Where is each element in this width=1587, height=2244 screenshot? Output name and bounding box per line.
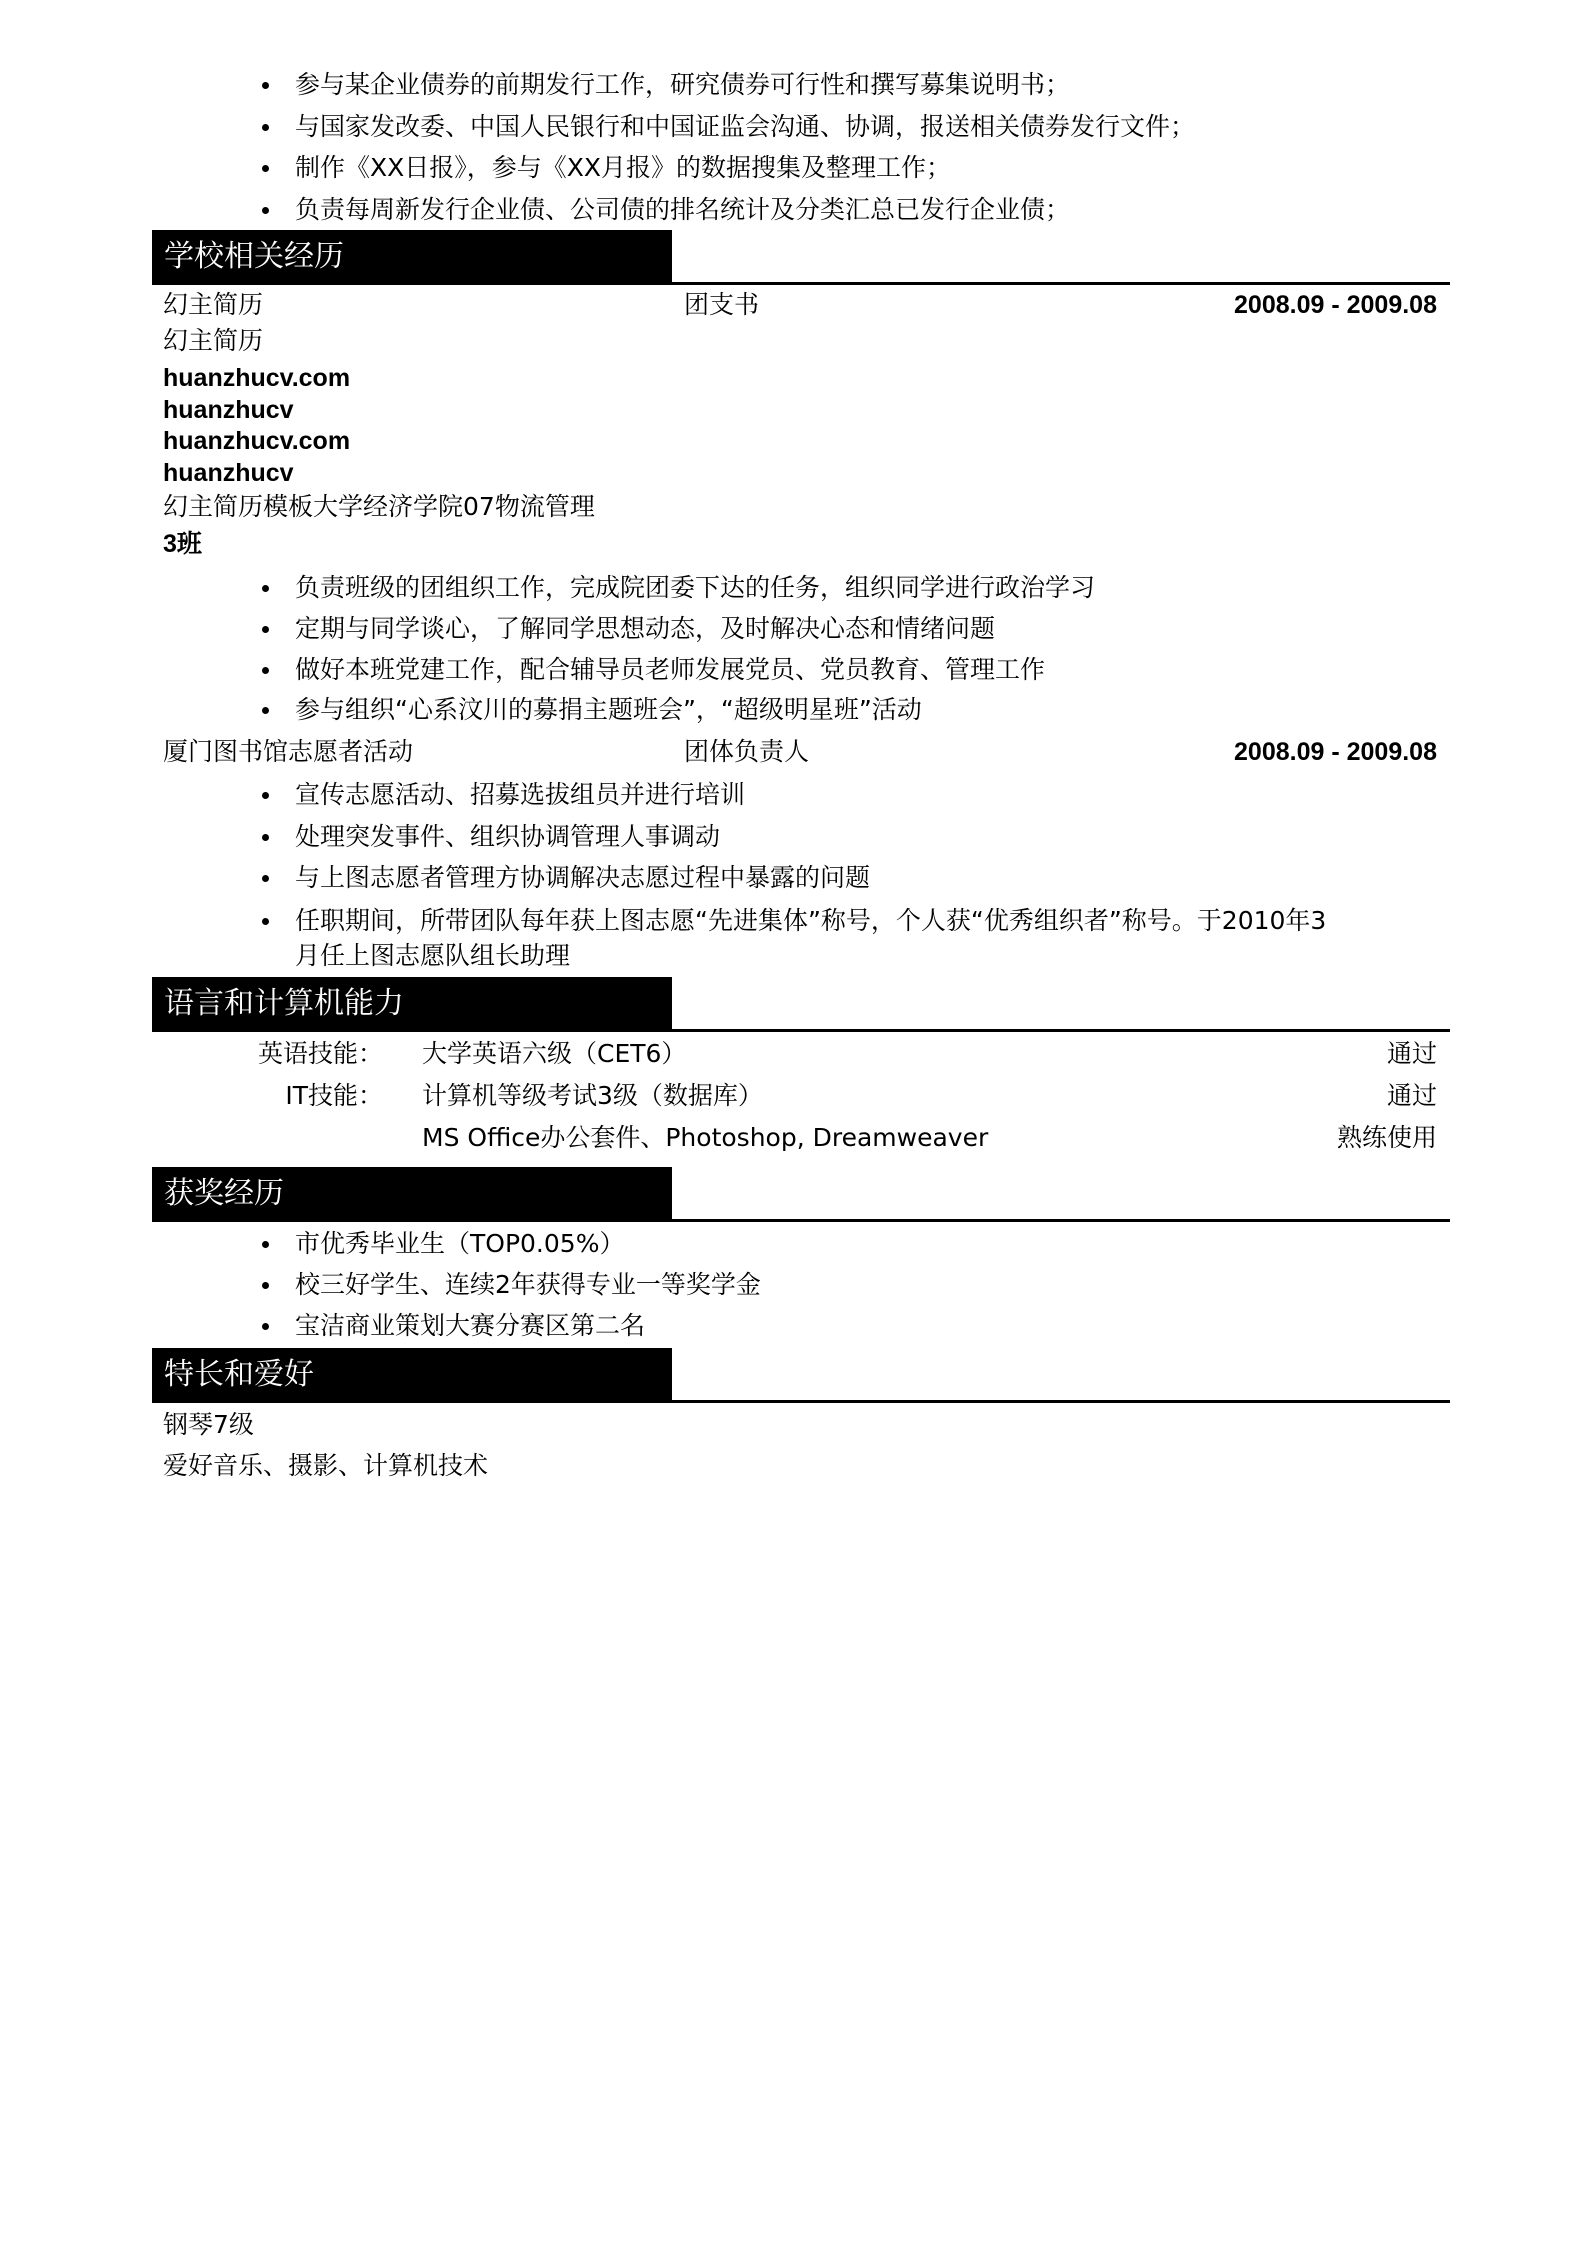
- entry-org-line: 幻主简历: [163, 326, 264, 355]
- section-title: 特长和爱好: [164, 1357, 314, 1392]
- section-header-skills: [152, 977, 672, 1031]
- section-divider: [152, 282, 1450, 285]
- skill-label: 英语技能：: [257, 1039, 383, 1068]
- entry-role: 团体负责人: [684, 737, 810, 766]
- skill-status: 通过: [1386, 1039, 1437, 1068]
- entry-org: 幻主简历: [163, 290, 264, 319]
- hobby-line: 钢琴7级: [163, 1410, 254, 1439]
- entry-org-line: huanzhucv: [163, 396, 294, 424]
- bullet-icon: [262, 585, 269, 592]
- section-divider: [152, 1400, 1450, 1403]
- bullet-icon: [262, 124, 269, 131]
- section-divider: [152, 1029, 1450, 1032]
- bullet-icon: [262, 1282, 269, 1289]
- bullet-icon: [262, 626, 269, 633]
- entry-bullet-continuation: 月任上图志愿队组长助理: [295, 941, 571, 970]
- section-title: 学校相关经历: [164, 239, 344, 274]
- bullet-icon: [262, 834, 269, 841]
- award-item: 市优秀毕业生（TOP0.05%）: [295, 1229, 625, 1258]
- section-title: 获奖经历: [164, 1176, 284, 1211]
- entry-org-line: huanzhucv.com: [163, 364, 351, 392]
- entry-bullet: 做好本班党建工作，配合辅导员老师发展党员、党员教育、管理工作: [295, 655, 1046, 684]
- skill-value: MS Office办公套件、Photoshop, Dreamweaver: [422, 1123, 989, 1152]
- entry-date: 2008.09 - 2009.08: [1234, 738, 1437, 766]
- award-item: 宝洁商业策划大赛分赛区第二名: [295, 1311, 646, 1340]
- entry-org-line: huanzhucv: [163, 459, 294, 487]
- bullet-icon: [262, 707, 269, 714]
- skill-status: 通过: [1386, 1081, 1437, 1110]
- section-header-hobbies: [152, 1348, 672, 1402]
- section-divider: [152, 1219, 1450, 1222]
- entry-date: 2008.09 - 2009.08: [1234, 291, 1437, 319]
- entry-bullet: 参与组织“心系汶川的募捐主题班会”，“超级明星班”活动: [295, 695, 922, 724]
- bullet-icon: [262, 918, 269, 925]
- entry-org-line: 3班: [163, 530, 202, 558]
- bullet-icon: [262, 1323, 269, 1330]
- entry-bullet: 定期与同学谈心，了解同学思想动态，及时解决心态和情绪问题: [295, 614, 996, 643]
- work-bullet: 负责每周新发行企业债、公司债的排名统计及分类汇总已发行企业债；: [295, 195, 1071, 224]
- entry-role: 团支书: [684, 290, 760, 319]
- work-bullet: 参与某企业债券的前期发行工作，研究债券可行性和撰写募集说明书；: [295, 70, 1071, 99]
- skill-status: 熟练使用: [1336, 1123, 1437, 1152]
- section-header-awards: [152, 1167, 672, 1221]
- entry-org: 厦门图书馆志愿者活动: [163, 737, 414, 766]
- entry-bullet: 处理突发事件、组织协调管理人事调动: [295, 822, 721, 851]
- section-title: 语言和计算机能力: [164, 986, 404, 1021]
- bullet-icon: [262, 207, 269, 214]
- bullet-icon: [262, 165, 269, 172]
- bullet-icon: [262, 1241, 269, 1248]
- hobby-line: 爱好音乐、摄影、计算机技术: [163, 1451, 489, 1480]
- skill-label: IT技能：: [285, 1081, 383, 1110]
- work-bullet: 与国家发改委、中国人民银行和中国证监会沟通、协调，报送相关债券发行文件；: [295, 112, 1196, 141]
- award-item: 校三好学生、连续2年获得专业一等奖学金: [295, 1270, 761, 1299]
- bullet-icon: [262, 792, 269, 799]
- entry-org-line: 幻主简历模板大学经济学院07物流管理: [163, 492, 595, 521]
- entry-org-line: huanzhucv.com: [163, 427, 351, 455]
- bullet-icon: [262, 82, 269, 89]
- skill-value: 大学英语六级（CET6）: [422, 1039, 687, 1068]
- work-bullet: 制作《XX日报》，参与《XX月报》的数据搜集及整理工作；: [295, 153, 952, 182]
- bullet-icon: [262, 875, 269, 882]
- skill-value: 计算机等级考试3级（数据库）: [422, 1081, 763, 1110]
- section-header-school: [152, 230, 672, 284]
- entry-bullet: 与上图志愿者管理方协调解决志愿过程中暴露的问题: [295, 863, 871, 892]
- bullet-icon: [262, 667, 269, 674]
- entry-bullet: 任职期间，所带团队每年获上图志愿“先进集体”称号，个人获“优秀组织者”称号。于2010年3: [295, 906, 1327, 935]
- entry-bullet: 宣传志愿活动、招募选拔组员并进行培训: [295, 780, 746, 809]
- entry-bullet: 负责班级的团组织工作，完成院团委下达的任务，组织同学进行政治学习: [295, 573, 1096, 602]
